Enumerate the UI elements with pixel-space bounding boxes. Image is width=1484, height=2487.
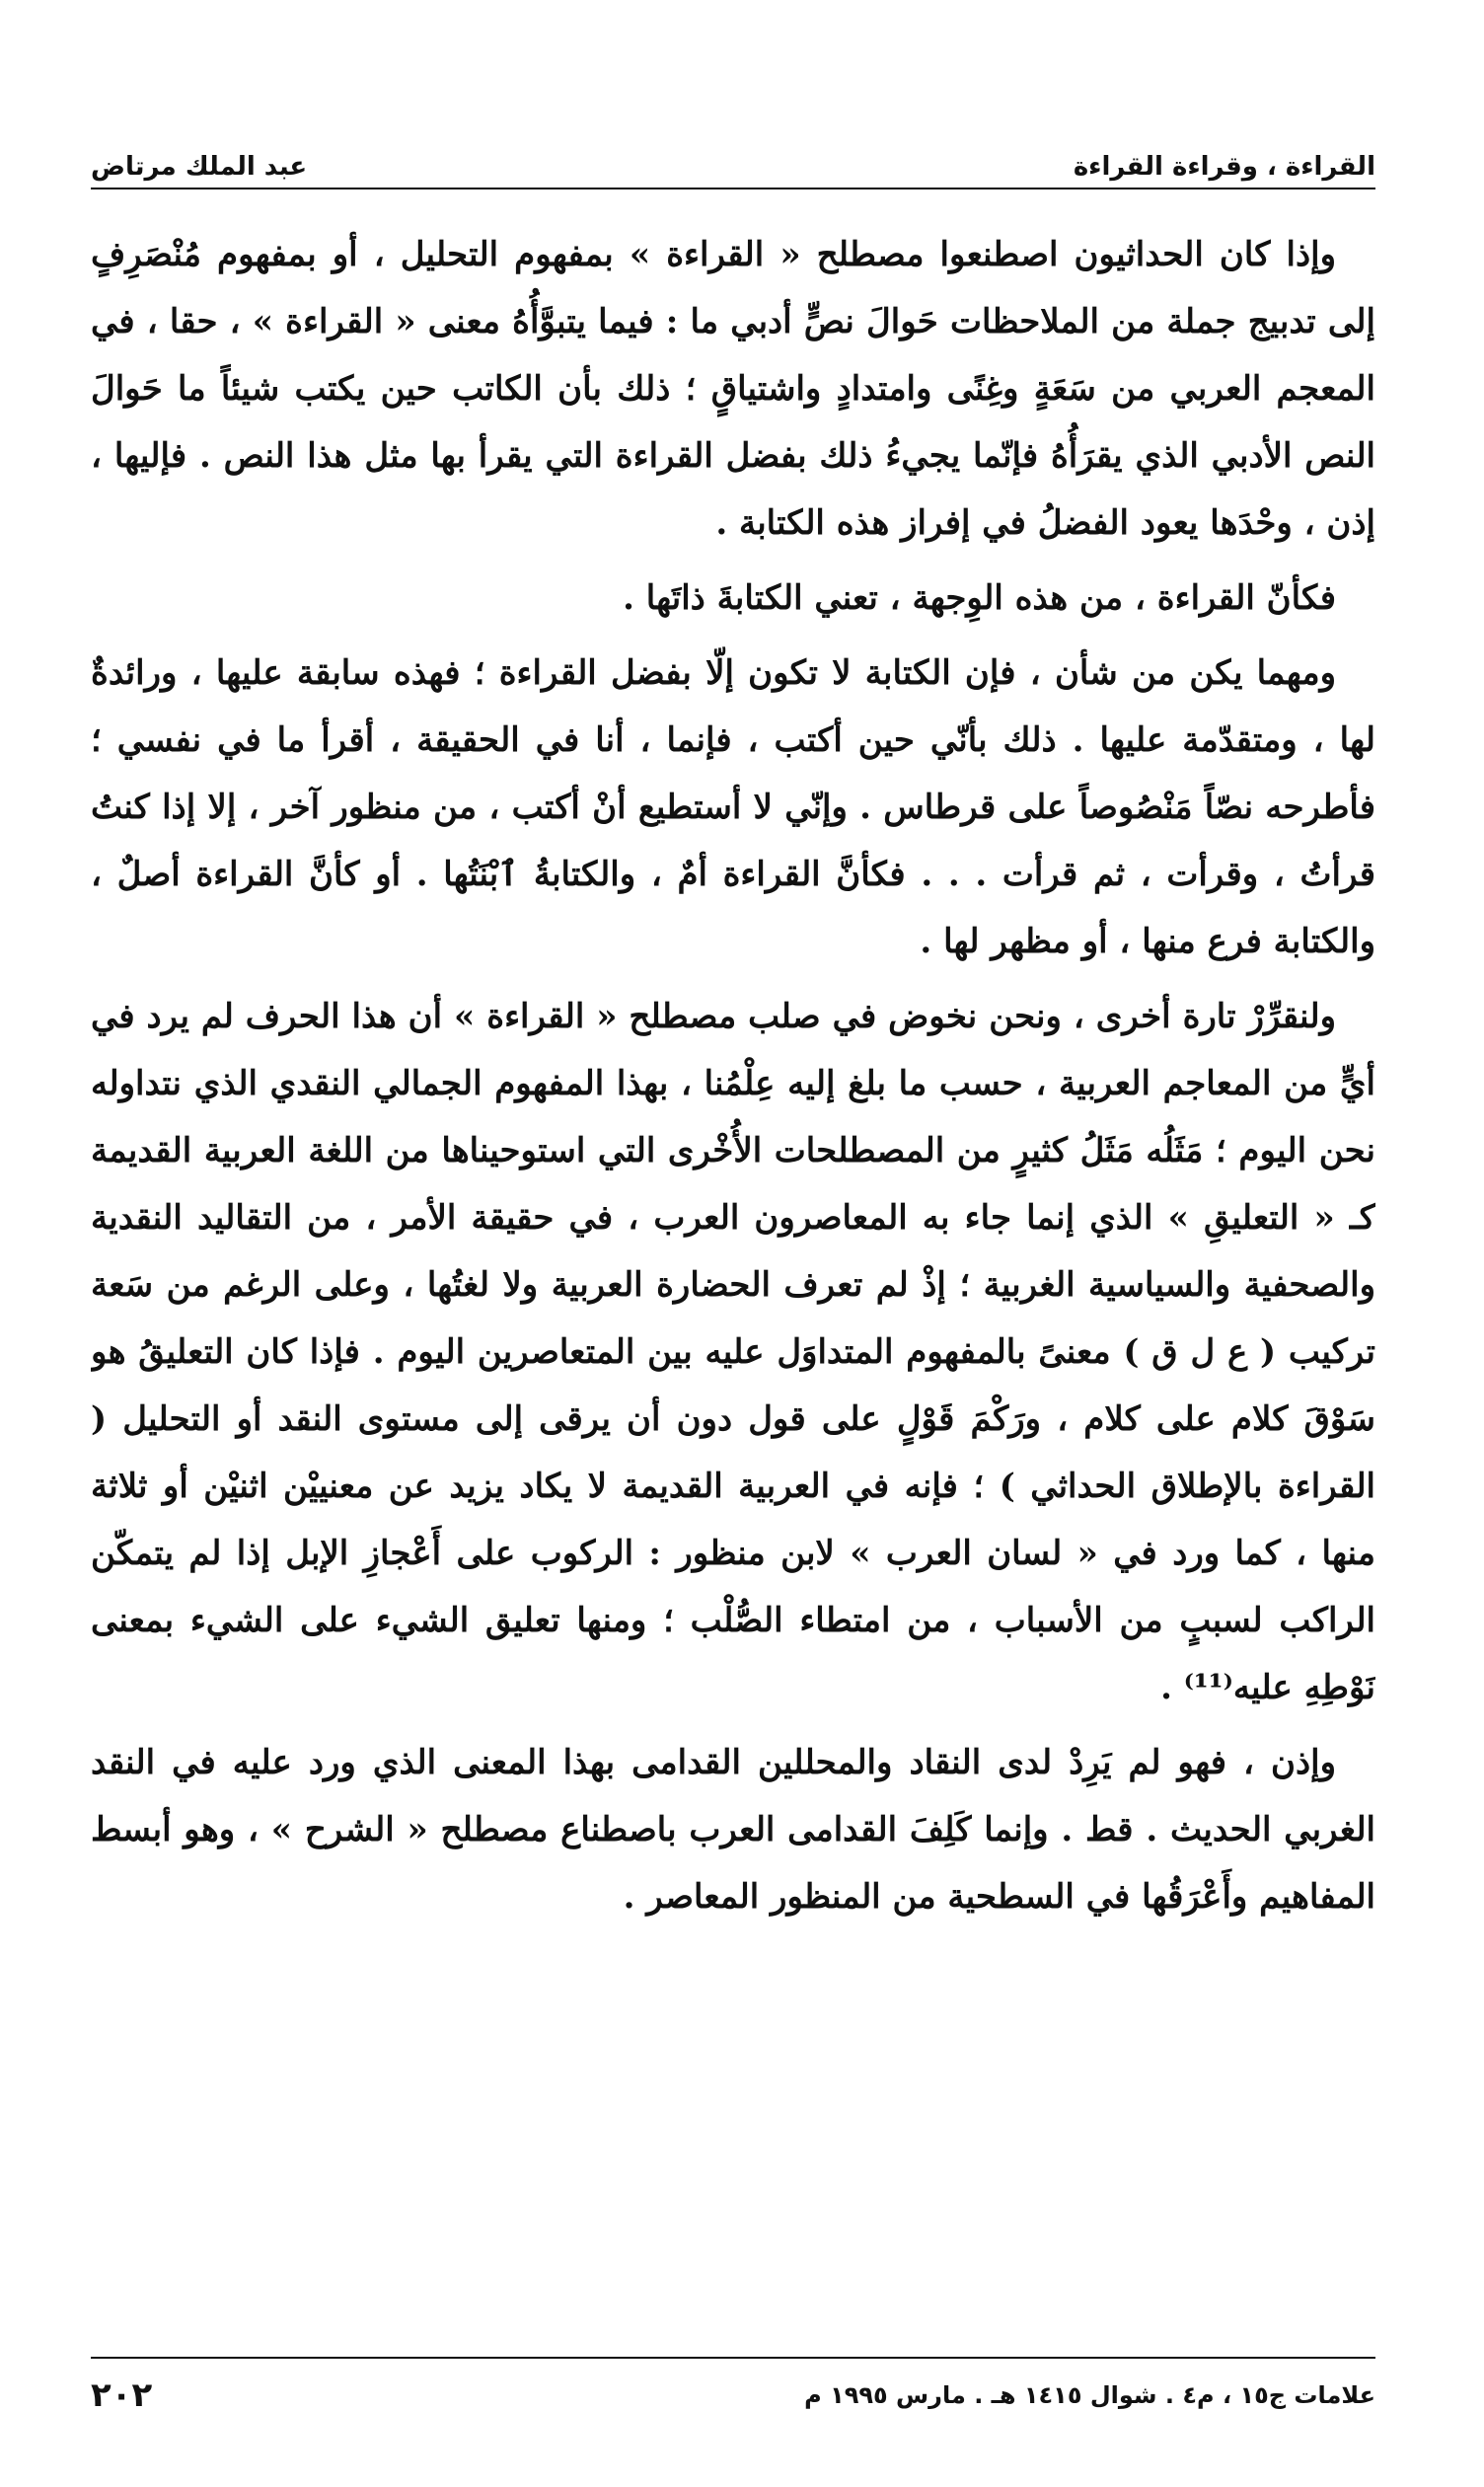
running-title: القراءة ، وقراءة القراءة	[1073, 152, 1375, 182]
paragraph-2: فكأنّ القراءة ، من هذه الوِجهة ، تعني الكتابةَ ذاتَها .	[623, 578, 1336, 618]
footer-rule	[91, 2357, 1375, 2359]
body-text	[91, 221, 1375, 2343]
paragraph-5: وإذن ، فهو لم يَرِدْ لدى النقاد والمحللين القدامى بهذا المعنى الذي ورد عليه في النقد الغربي الحديث . قط . وإنما كَلِفَ القدامى العرب باصطناع مصطلح « الشرح » ، وهو أبسط المفاهيم وأَعْرَقُها في السطحية من المنظور المعاصر .	[91, 1743, 1375, 1917]
journal-citation: علامات ج١٥ ، م٤ . شوال ١٤١٥ هـ . مارس ١٩٩٥ م	[804, 2381, 1375, 2409]
header-rule	[91, 188, 1375, 189]
page-footer	[91, 2361, 1375, 2430]
paragraph-3: ومهما يكن من شأن ، فإن الكتابة لا تكون إلّا بفضل القراءة ؛ فهذه سابقة عليها ، ورائدةٌ لها ، ومتقدّمة عليها . ذلك بأنّي حين أكتب ، فإنما ، أنا في الحقيقة ، أقرأ ما في نفسي ؛ فأطرحه نصّاً مَنْصُوصاً على قرطاس . وإنّي لا أستطيع أنْ أكتب ، من منظور آخر ، إلا إذا كنتُ قرأتُ ، وقرأت ، ثم قرأت . . . فكأنَّ القراءة أمٌ ، والكتابةُ ٱبْنَتُها . أو كأنَّ القراءة أصلٌ ، والكتابة فرع منها ، أو مظهر لها .	[91, 653, 1375, 961]
paragraph-1: وإذا كان الحداثيون اصطنعوا مصطلح « القراءة » بمفهوم التحليل ، أو بمفهوم مُنْصَرِفٍ إلى تدبيج جملة من الملاحظات حَوالَ نصٍّ أدبي ما : فيما يتبوَّأُهُ معنى « القراءة » ، حقا ، في المعجم العربي من سَعَةٍ وغِنًى وامتدادٍ واشتياقٍ ؛ ذلك بأن الكاتب حين يكتب شيئاً ما حَوالَ النص الأدبي الذي يقرَأُهُ فإنّما يجيءُ ذلك بفضل القراءة التي يقرأ بها مثل هذا النص . فإليها ، إذن ، وحْدَها يعود الفضلُ في إفراز هذه الكتابة .	[91, 235, 1375, 543]
paragraph-4: ولنقرِّرْ تارة أخرى ، ونحن نخوض في صلب مصطلح « القراءة » أن هذا الحرف لم يرد في أيٍّ من المعاجم العربية ، حسب ما بلغ إليه عِلْمُنا ، بهذا المفهوم الجمالي النقدي الذي نتداوله نحن اليوم ؛ مَثَلُه مَثَلُ كثيرٍ من المصطلحات الأُخْرى التي استوحيناها من اللغة العربية القديمة كـ « التعليقِ » الذي إنما جاء به المعاصرون العرب ، في حقيقة الأمر ، من التقاليد النقدية والصحفية والسياسية الغربية ؛ إذْ لم تعرف الحضارة العربية ولا لغتُها ، وعلى الرغم من سَعة تركيب ( ع ل ق ) معنىً بالمفهوم المتداوَل عليه بين المتعاصرين اليوم . فإذا كان التعليقُ هو سَوْقَ كلام على كلام ، ورَكْمَ قَوْلٍ على قول دون أن يرقى إلى مستوى النقد أو التحليل ( القراءة بالإطلاق الحداثي ) ؛ فإنه في العربية القديمة لا يكاد يزيد عن معنييْن اثنيْن أو ثلاثة منها ، كما ورد في « لسان العرب » لابن منظور : الركوب على أَعْجازِ الإبل إذا لم يتمكّن الراكب لسببٍ من الأسباب ، من امتطاء الصُّلْب ؛ ومنها تعليق الشيء على الشيء بمعنى نَوْطِهِ عليه⁽¹¹⁾ .	[91, 997, 1375, 1707]
page-number: ٢٠٢	[91, 2375, 153, 2415]
running-header	[91, 126, 1375, 182]
running-author: عبد الملك مرتاض	[91, 152, 308, 182]
